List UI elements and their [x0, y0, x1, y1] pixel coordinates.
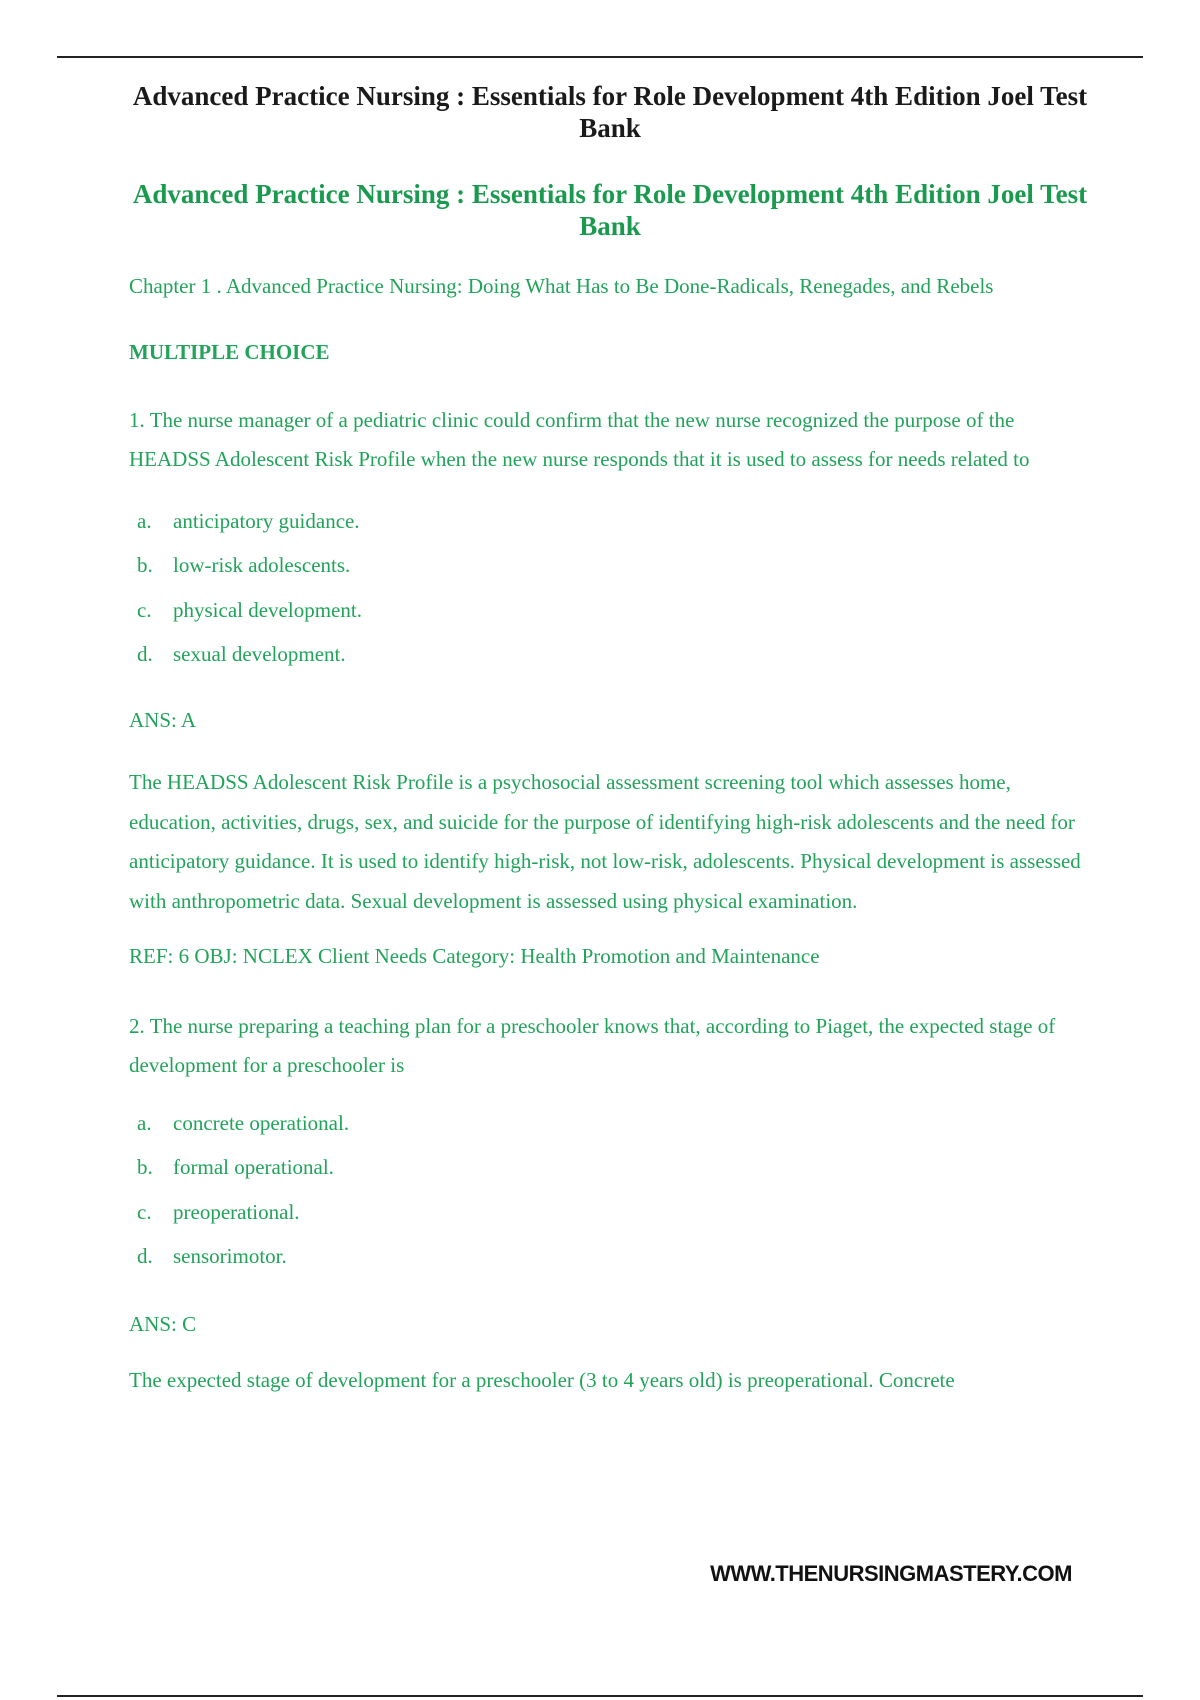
option-item — [129, 633, 1089, 678]
question-stem: 1. The nurse manager of a pediatric clinic could confirm that the new nurse recognized the purpose of the HEADSS Adolescent Risk Profile when the new nurse responds that it is used to assess for needs related to — [129, 408, 1030, 471]
option-letter: b. — [137, 553, 153, 578]
option-letter: c. — [137, 1199, 152, 1224]
option-text: sexual development. — [173, 642, 346, 667]
option-text: physical development. — [173, 597, 362, 622]
option-text: concrete operational. — [173, 1110, 350, 1135]
reference-line: REF: 6 OBJ: NCLEX Client Needs Category: Health Promotion and Maintenance — [129, 944, 820, 968]
option-list — [129, 499, 1089, 677]
option-letter: b. — [137, 1155, 153, 1180]
option-text: preoperational. — [173, 1199, 300, 1224]
section-heading: MULTIPLE CHOICE — [129, 340, 330, 364]
option-text: anticipatory guidance. — [173, 508, 360, 533]
bottom-rule — [57, 1695, 1143, 1697]
answer-key: ANS: C — [129, 1312, 197, 1336]
footer-website: WWW.THENURSINGMASTERY.COM — [710, 1561, 1072, 1586]
rationale-text: The expected stage of development for a preschooler (3 to 4 years old) is preoperational. Concrete — [129, 1368, 955, 1392]
option-item — [129, 544, 1089, 589]
option-list — [129, 1101, 1089, 1279]
option-item — [129, 588, 1089, 633]
option-letter: a. — [137, 508, 152, 533]
page-subtitle: Advanced Practice Nursing : Essentials for Role Development 4th Edition Joel Test Bank — [132, 179, 1088, 241]
option-item — [129, 1101, 1089, 1146]
option-text: sensorimotor. — [173, 1244, 287, 1269]
rationale-text: The HEADSS Adolescent Risk Profile is a psychosocial assessment screening tool which assesses home, education, activities, drugs, sex, and suicide for the purpose of identifying high-risk adolescents and the need for anticipatory guidance. It is used to identify high-risk, not low-risk, adolescents. Physical development is assessed with anthropometric data. Sexual development is assessed using physical examination. — [129, 770, 1081, 913]
option-letter: d. — [137, 1244, 153, 1269]
answer-key: ANS: A — [129, 708, 197, 732]
option-letter: d. — [137, 642, 153, 667]
option-text: low-risk adolescents. — [173, 553, 351, 578]
option-item — [129, 1190, 1089, 1235]
question-stem: 2. The nurse preparing a teaching plan for a preschooler knows that, according to Piaget, the expected stage of development for a preschooler is — [129, 1014, 1056, 1077]
page-title: Advanced Practice Nursing : Essentials for Role Development 4th Edition Joel Test Bank — [132, 81, 1088, 143]
chapter-heading: Chapter 1 . Advanced Practice Nursing: Doing What Has to Be Done-Radicals, Renegades, and Rebels — [129, 274, 994, 298]
option-letter: a. — [137, 1110, 152, 1135]
document-body — [129, 272, 1089, 1393]
option-item — [129, 1235, 1089, 1280]
top-rule — [57, 56, 1143, 58]
option-letter: c. — [137, 597, 152, 622]
option-item — [129, 499, 1089, 544]
option-item — [129, 1146, 1089, 1191]
option-text: formal operational. — [173, 1155, 334, 1180]
